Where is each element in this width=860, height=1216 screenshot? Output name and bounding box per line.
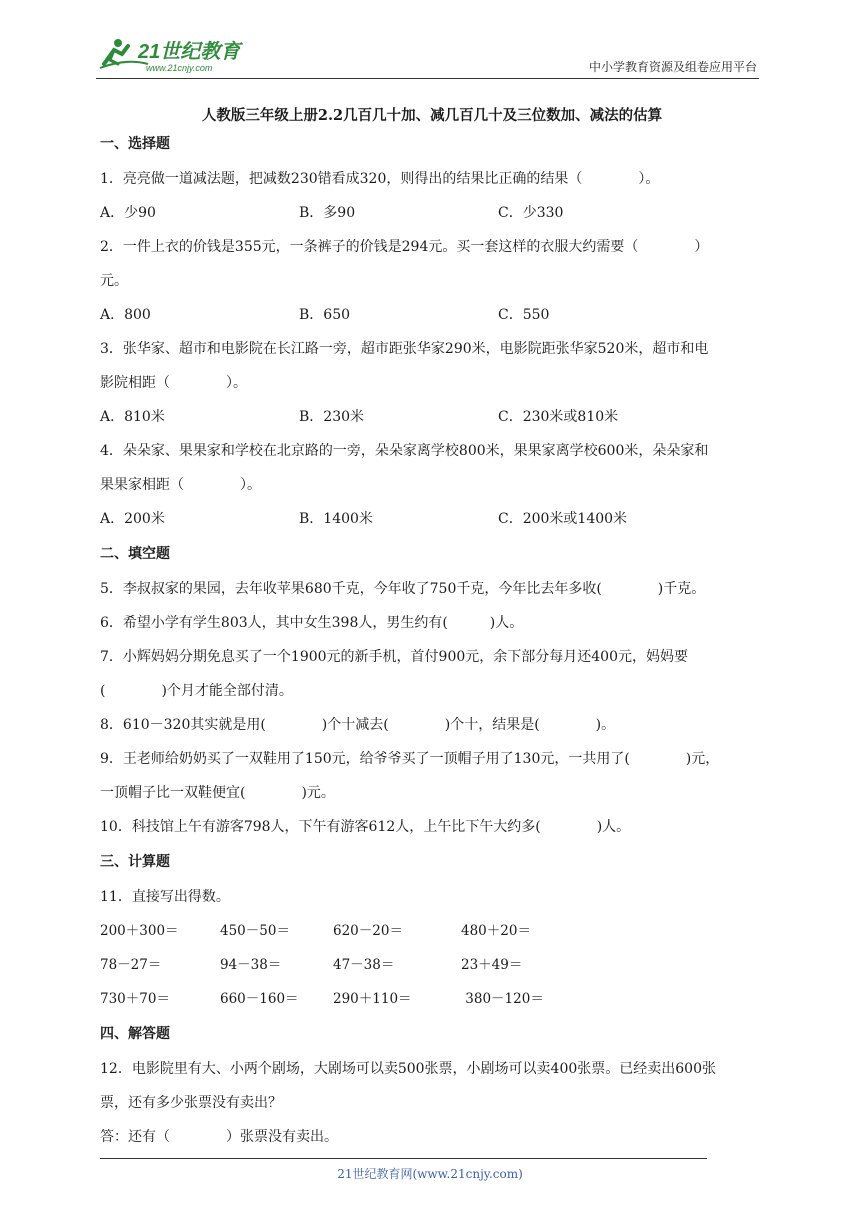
question-12-answer: 答：还有（ ）张票没有卖出。 <box>100 1129 338 1145</box>
option-a: A．少90 <box>100 205 156 221</box>
question-4-line-2: 果果家相距（ ）。 <box>100 477 261 493</box>
option-b: B．230米 <box>299 409 365 425</box>
question-3-line-1: 3．张华家、超市和电影院在长江路一旁，超市距张华家290米，电影院距张华家520米，超市和电 <box>100 341 709 357</box>
question-4-options <box>100 502 764 536</box>
option-b: B．650 <box>299 307 351 323</box>
question-2-line-1: 2．一件上衣的价钱是355元，一条裤子的价钱是294元。买一套这样的衣服大约需要（ ） <box>100 239 709 255</box>
section-choice: 一、选择题 <box>100 136 170 152</box>
question-7-line-1: 7．小辉妈妈分期免息买了一个1900元的新手机，首付900元，余下部分每月还400元，妈妈要 <box>100 649 688 665</box>
question-11: 11．直接写出得数。 <box>100 889 230 905</box>
question-5: 5．李叔叔家的果园，去年收苹果680千克，今年收了750千克，今年比去年多收( )千克。 <box>100 581 706 597</box>
question-7-line-2: ( )个月才能全部付清。 <box>100 683 293 699</box>
page-header <box>96 30 759 79</box>
calc-item: 47－38＝ <box>333 957 395 973</box>
question-6: 6．希望小学有学生803人，其中女生398人，男生约有( )人。 <box>100 615 524 631</box>
calc-item: 23＋49＝ <box>461 957 523 973</box>
calc-item: 620－20＝ <box>333 923 403 939</box>
question-9-line-2: 一顶帽子比一双鞋便宜( )元。 <box>100 785 335 801</box>
question-9-line-1: 9．王老师给奶奶买了一双鞋用了150元，给爷爷买了一顶帽子用了130元，一共用了( )元， <box>100 751 720 767</box>
question-8: 8．610－320其实就是用( )个十减去( )个十，结果是( )。 <box>100 717 616 733</box>
question-1-options <box>100 196 764 230</box>
question-1: 1．亮亮做一道减法题，把减数230错看成320，则得出的结果比正确的结果（ ）。 <box>100 171 660 187</box>
site-logo <box>96 34 266 74</box>
calc-item: 78－27＝ <box>100 957 162 973</box>
option-b: B．1400米 <box>299 511 373 527</box>
section-calculation: 三、计算题 <box>100 854 170 870</box>
calc-row-3 <box>100 982 764 1016</box>
option-b: B．多90 <box>299 205 356 221</box>
page-title: 人教版三年级上册2.2几百几十加、减几百几十及三位数加、减法的估算 <box>201 107 663 124</box>
header-platform-text: 中小学教育资源及组卷应用平台 <box>588 60 757 74</box>
calc-row-1 <box>100 914 764 948</box>
option-c: C．少330 <box>498 205 564 221</box>
question-4-line-1: 4．朵朵家、果果家和学校在北京路的一旁，朵朵家离学校800米，果果家离学校600米，朵朵家和 <box>100 443 709 459</box>
question-2-options <box>100 298 764 332</box>
option-a: A．810米 <box>100 409 165 425</box>
calc-item: 450－50＝ <box>220 923 290 939</box>
section-word-problems: 四、解答题 <box>100 1026 170 1042</box>
question-3-options <box>100 400 764 434</box>
calc-item: 94－38＝ <box>220 957 282 973</box>
option-a: A．800 <box>100 307 151 323</box>
calc-item: 200＋300＝ <box>100 923 179 939</box>
calc-item: 380－120＝ <box>461 991 544 1007</box>
question-12-line-1: 12．电影院里有大、小两个剧场，大剧场可以卖500张票，小剧场可以卖400张票。已经卖出600张 <box>100 1061 716 1077</box>
calc-item: 730＋70＝ <box>100 991 170 1007</box>
question-10: 10．科技馆上午有游客798人，下午有游客612人，上午比下午大约多( )人。 <box>100 819 631 835</box>
section-fill-blank: 二、填空题 <box>100 546 170 562</box>
footer-divider <box>100 1158 707 1159</box>
option-c: C．200米或1400米 <box>498 511 628 527</box>
logo-url: www.21cnjy.com <box>146 63 213 73</box>
option-c: C．230米或810米 <box>498 409 619 425</box>
calc-row-2 <box>100 948 764 982</box>
logo-text: 21世纪教育 <box>138 41 241 63</box>
footer-link[interactable]: 21世纪教育网(www.21cnjy.com) <box>337 1167 523 1181</box>
calc-item: 290＋110＝ <box>333 991 412 1007</box>
option-a: A．200米 <box>100 511 165 527</box>
question-12-line-2: 票，还有多少张票没有卖出？ <box>100 1095 282 1111</box>
worksheet <box>100 96 764 1154</box>
question-3-line-2: 影院相距（ ）。 <box>100 375 247 391</box>
calc-item: 660－160＝ <box>220 991 299 1007</box>
option-c: C．550 <box>498 307 550 323</box>
question-2-line-2: 元。 <box>100 273 128 289</box>
calc-item: 480＋20＝ <box>461 923 531 939</box>
